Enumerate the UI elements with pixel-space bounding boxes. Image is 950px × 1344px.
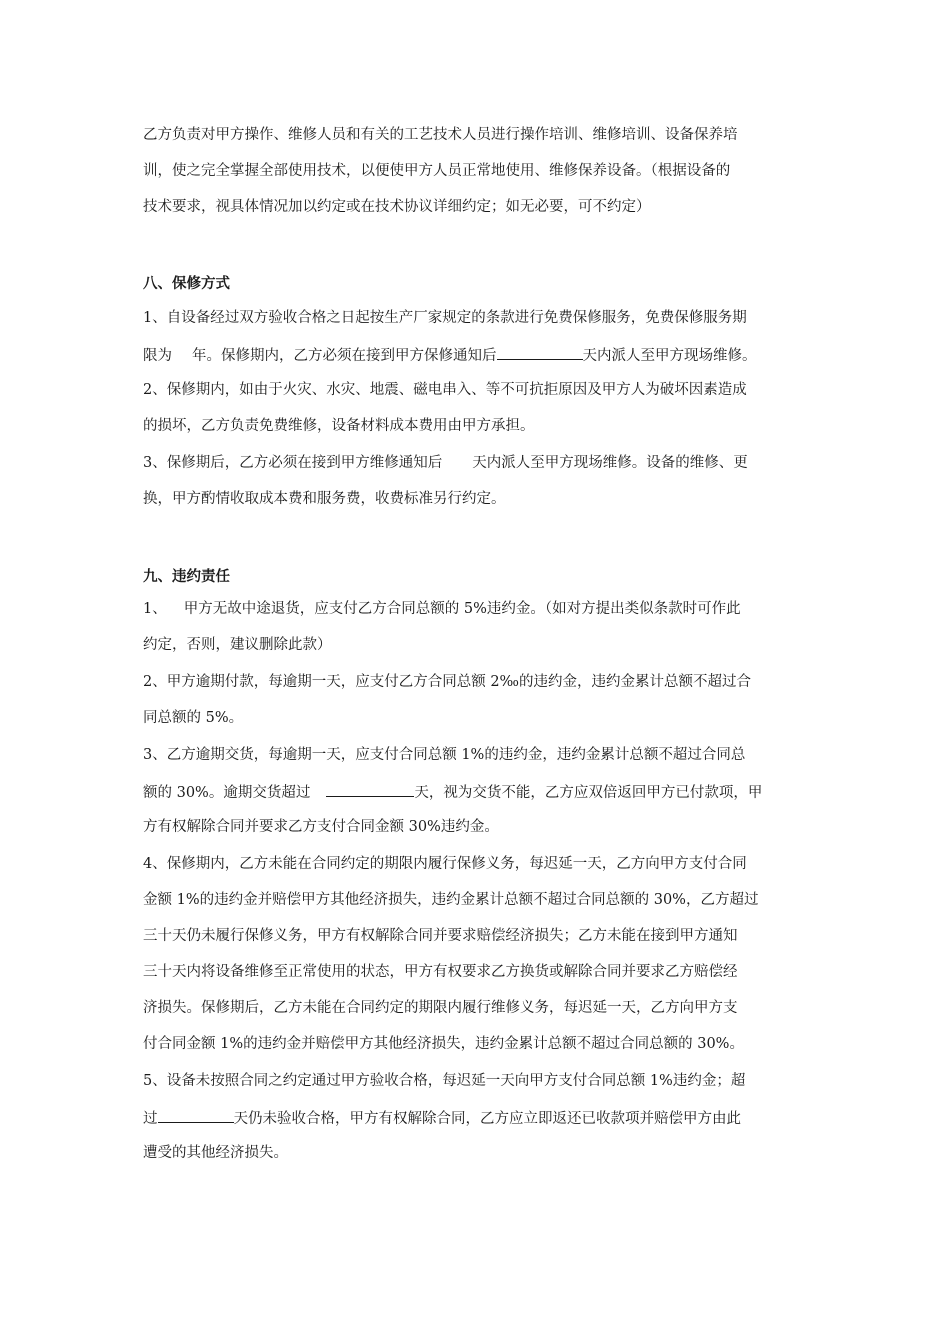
training-line-1: 乙方负责对甲方操作、维修人员和有关的工艺技术人员进行操作培训、维修培训、设备保养培	[143, 127, 738, 143]
section-9-p2-line-2: 同总额的 5%。	[143, 710, 244, 726]
section-9-p4-line-3: 三十天仍未履行保修义务，甲方有权解除合同并要求赔偿经济损失；乙方未能在接到甲方通知	[143, 928, 738, 944]
section-9-p2-line-1: 2、甲方逾期付款，每逾期一天，应支付乙方合同总额 2‰的违约金，违约金累计总额不超过合	[143, 674, 752, 690]
training-line-3: 技术要求，视具体情况加以约定或在技术协议详细约定；如无必要，可不约定）	[143, 199, 651, 215]
section-9-p3-line-2	[143, 782, 762, 802]
section-9-p5-line-2-a: 过	[143, 1111, 158, 1127]
section-8-p1-line-2	[143, 345, 757, 365]
section-9-p3-line-3: 方有权解除合同并要求乙方支付合同金额 30%违约金。	[143, 819, 499, 835]
section-9-p4-line-2: 金额 1%的违约金并赔偿甲方其他经济损失，违约金累计总额不超过合同总额的 30%，乙方超过	[143, 892, 759, 908]
section-8-p2-line-2: 的损坏，乙方负责免费维修，设备材料成本费用由甲方承担。	[143, 418, 535, 434]
section-8-p1-line-2-b: 年。保修期内，乙方必须在接到甲方保修通知后	[192, 348, 497, 364]
section-9-p3-line-2-b: 天，视为交货不能，乙方应双倍返回甲方已付款项，甲	[414, 785, 763, 801]
training-line-2: 训，使之完全掌握全部使用技术，以便使甲方人员正常地使用、维修保养设备。（根据设备的	[143, 163, 731, 179]
section-9-p5-line-2-b: 天仍未验收合格，甲方有权解除合同，乙方应立即返还已收款项并赔偿甲方由此	[233, 1111, 741, 1127]
section-9-p5-line-2	[143, 1108, 741, 1128]
section-9-p4-line-1: 4、保修期内，乙方未能在合同约定的期限内履行保修义务，每迟延一天，乙方向甲方支付合同	[143, 856, 747, 872]
section-9-p1-line-1	[143, 600, 741, 618]
section-9-p5-line-1: 5、设备未按照合同之约定通过甲方验收合格，每迟延一天向甲方支付合同总额 1%违约金；超	[143, 1073, 746, 1089]
section-9-p1-line-2: 约定，否则，建议删除此款）	[143, 637, 332, 653]
blank-repair-days	[497, 345, 583, 360]
section-9-p5-line-3: 遭受的其他经济损失。	[143, 1145, 288, 1161]
section-8-title: 八、保修方式	[143, 276, 230, 292]
section-8-p1-line-2-c: 天内派人至甲方现场维修。	[582, 348, 757, 364]
blank-overdue-days	[326, 782, 414, 797]
section-8-p2-line-1: 2、保修期内，如由于火灾、水灾、地震、磁电串入、等不可抗拒原因及甲方人为破坏因素造成	[143, 382, 747, 398]
section-9-p4-line-5: 济损失。保修期后，乙方未能在合同约定的期限内履行维修义务，每迟延一天，乙方向甲方支	[143, 1000, 738, 1016]
section-9-p4-line-6: 付合同金额 1%的违约金并赔偿甲方其他经济损失，违约金累计总额不超过合同总额的 30%。	[143, 1036, 744, 1052]
section-8-p3-line-1	[143, 454, 748, 472]
section-9-p1-num: 1、	[143, 601, 167, 617]
section-9-title: 九、违约责任	[143, 569, 230, 585]
blank-acceptance-days	[158, 1108, 234, 1123]
section-8-p3-line-1-a: 3、保修期后，乙方必须在接到甲方维修通知后	[143, 455, 443, 471]
section-9-p4-line-4: 三十天内将设备维修至正常使用的状态，甲方有权要求乙方换货或解除合同并要求乙方赔偿经	[143, 964, 738, 980]
section-8-p3-line-1-b: 天内派人至甲方现场维修。设备的维修、更	[472, 455, 748, 471]
section-8-p1-line-1: 1、自设备经过双方验收合格之日起按生产厂家规定的条款进行免费保修服务，免费保修服务期	[143, 310, 747, 326]
section-9-p3-line-1: 3、乙方逾期交货，每逾期一天，应支付合同总额 1%的违约金，违约金累计总额不超过合同总	[143, 747, 746, 763]
section-8-p1-line-2-a: 限为	[143, 348, 172, 364]
section-9-p3-line-2-a: 额的 30%。逾期交货超过	[143, 785, 311, 801]
section-8-p3-line-2: 换，甲方酌情收取成本费和服务费，收费标准另行约定。	[143, 491, 506, 507]
section-9-p1-text: 甲方无故中途退货，应支付乙方合同总额的 5%违约金。（如对方提出类似条款时可作此	[183, 601, 741, 617]
